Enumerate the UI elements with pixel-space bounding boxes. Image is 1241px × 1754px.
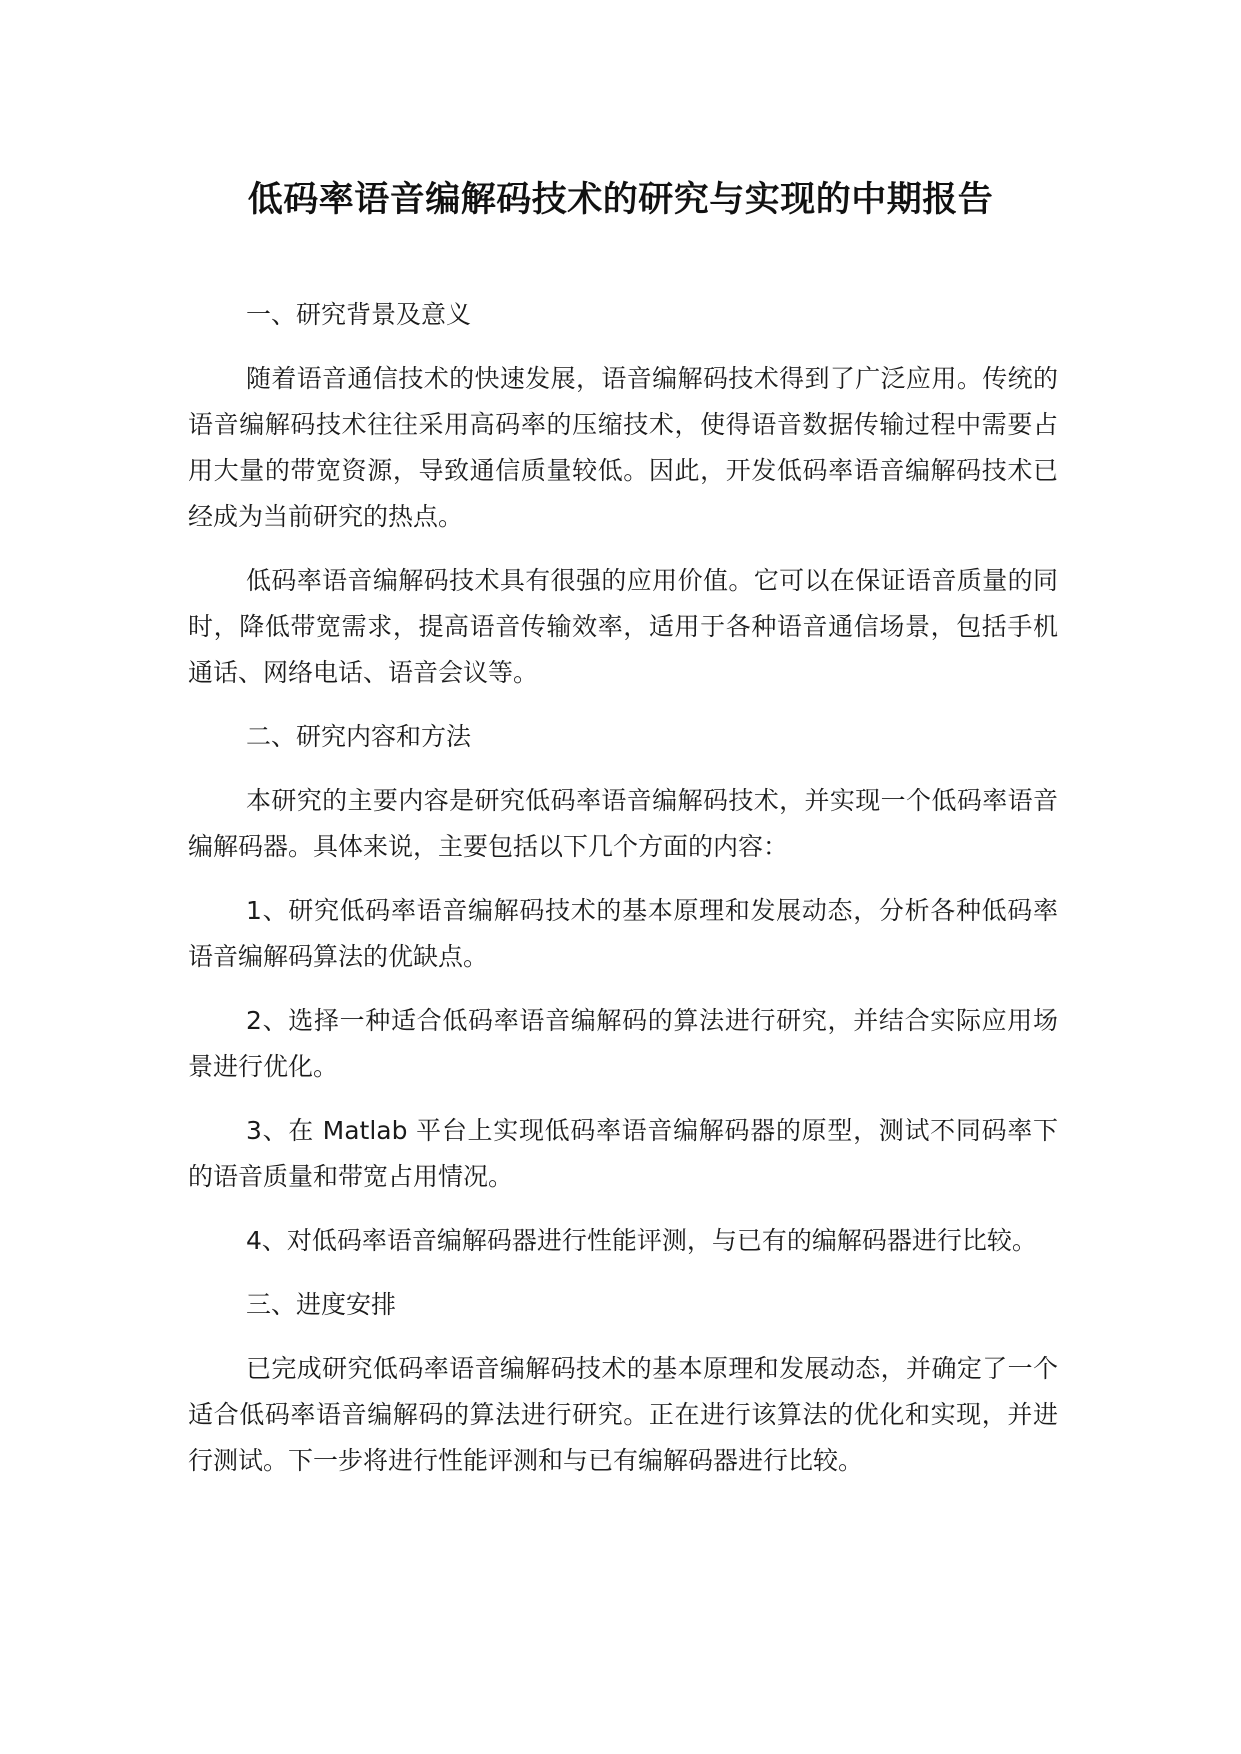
paragraph-schedule: 已完成研究低码率语音编解码技术的基本原理和发展动态，并确定了一个适合低码率语音编解码的算法进行研究。正在进行该算法的优化和实现，并进行测试。下一步将进行性能评测和与已有编解码器进行比较。	[188, 1354, 1058, 1475]
document-body	[188, 292, 1058, 1502]
paragraph-content-intro: 本研究的主要内容是研究低码率语音编解码技术，并实现一个低码率语音编解码器。具体来说，主要包括以下几个方面的内容：	[188, 786, 1058, 861]
section-heading-content-methods: 二、研究内容和方法	[246, 722, 472, 751]
list-item-3: 3、在 Matlab 平台上实现低码率语音编解码器的原型，测试不同码率下的语音质量和带宽占用情况。	[188, 1116, 1058, 1191]
list-item-4: 4、对低码率语音编解码器进行性能评测，与已有的编解码器进行比较。	[246, 1226, 1037, 1255]
document-title: 低码率语音编解码技术的研究与实现的中期报告	[247, 180, 994, 220]
section-heading-background: 一、研究背景及意义	[246, 300, 472, 329]
list-item-1: 1、研究低码率语音编解码技术的基本原理和发展动态，分析各种低码率语音编解码算法的优缺点。	[188, 896, 1058, 971]
list-item-2: 2、选择一种适合低码率语音编解码的算法进行研究，并结合实际应用场景进行优化。	[188, 1006, 1058, 1081]
paragraph-background-2: 低码率语音编解码技术具有很强的应用价值。它可以在保证语音质量的同时，降低带宽需求，提高语音传输效率，适用于各种语音通信场景，包括手机通话、网络电话、语音会议等。	[188, 566, 1058, 687]
paragraph-background-1: 随着语音通信技术的快速发展，语音编解码技术得到了广泛应用。传统的语音编解码技术往往采用高码率的压缩技术，使得语音数据传输过程中需要占用大量的带宽资源，导致通信质量较低。因此，开发低码率语音编解码技术已经成为当前研究的热点。	[188, 364, 1058, 531]
section-heading-schedule: 三、进度安排	[246, 1290, 397, 1319]
